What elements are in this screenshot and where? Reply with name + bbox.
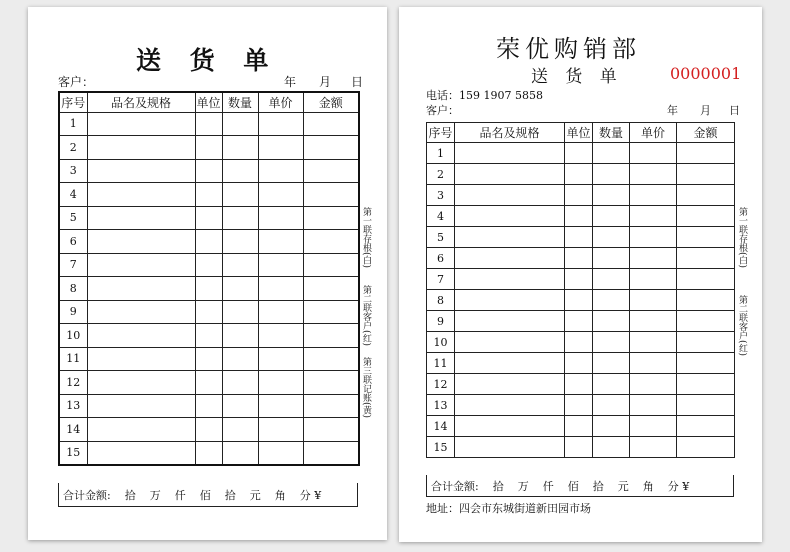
row-number: 7 — [59, 253, 87, 277]
right-col-price: 单价 — [630, 123, 677, 143]
table-cell — [195, 136, 222, 160]
left-col-qty: 数量 — [222, 92, 258, 112]
table-cell — [258, 347, 303, 371]
row-number: 6 — [427, 248, 455, 269]
table-cell — [565, 143, 593, 164]
left-total-unit: 元 — [249, 488, 261, 502]
table-cell — [258, 277, 303, 301]
table-row — [59, 324, 359, 348]
right-total-unit: 元 — [617, 479, 629, 493]
table-cell — [565, 248, 593, 269]
table-cell — [87, 206, 195, 230]
table-cell — [677, 164, 735, 185]
left-side-note: 第三联记账(黄) — [361, 357, 371, 419]
table-cell — [565, 374, 593, 395]
row-number: 13 — [427, 395, 455, 416]
left-col-price: 单价 — [258, 92, 303, 112]
table-row — [427, 269, 735, 290]
row-number: 8 — [59, 277, 87, 301]
right-receipt-sheet — [399, 7, 762, 542]
table-cell — [593, 374, 630, 395]
table-cell — [630, 269, 677, 290]
right-total-unit: 拾 — [592, 479, 604, 493]
table-cell — [565, 353, 593, 374]
table-cell — [258, 441, 303, 465]
table-cell — [258, 206, 303, 230]
table-cell — [222, 347, 258, 371]
left-col-name: 品名及规格 — [87, 92, 195, 112]
table-cell — [593, 332, 630, 353]
right-date-month: 月 — [700, 104, 711, 117]
table-cell — [258, 136, 303, 160]
table-cell — [222, 136, 258, 160]
table-cell — [677, 248, 735, 269]
right-col-name: 品名及规格 — [455, 123, 565, 143]
table-row — [427, 248, 735, 269]
table-cell — [87, 441, 195, 465]
right-col-unit: 单位 — [565, 123, 593, 143]
table-cell — [677, 185, 735, 206]
left-total-unit: 拾 — [224, 488, 236, 502]
left-side-note: 第一联存根(白) — [361, 207, 371, 269]
table-cell — [303, 112, 359, 136]
table-cell — [677, 143, 735, 164]
table-cell — [195, 324, 222, 348]
left-customer-label: 客户： — [58, 75, 95, 89]
table-cell — [303, 441, 359, 465]
table-cell — [565, 206, 593, 227]
table-cell — [630, 374, 677, 395]
table-cell — [630, 395, 677, 416]
row-number: 5 — [427, 227, 455, 248]
table-cell — [593, 143, 630, 164]
table-cell — [593, 311, 630, 332]
table-cell — [455, 290, 565, 311]
right-total-unit: 万 — [517, 479, 529, 493]
table-cell — [195, 206, 222, 230]
table-cell — [630, 332, 677, 353]
table-cell — [455, 332, 565, 353]
row-number: 4 — [59, 183, 87, 207]
table-cell — [87, 418, 195, 442]
table-cell — [222, 418, 258, 442]
table-cell — [87, 300, 195, 324]
right-total-unit: 佰 — [567, 479, 579, 493]
table-cell — [677, 416, 735, 437]
table-cell — [455, 395, 565, 416]
row-number: 5 — [59, 206, 87, 230]
right-customer-label: 客户： — [426, 104, 459, 117]
table-cell — [565, 311, 593, 332]
table-row — [59, 112, 359, 136]
table-cell — [593, 227, 630, 248]
table-cell — [87, 277, 195, 301]
table-cell — [222, 230, 258, 254]
table-cell — [195, 300, 222, 324]
table-cell — [222, 253, 258, 277]
left-col-unit: 单位 — [195, 92, 222, 112]
table-cell — [303, 136, 359, 160]
table-cell — [258, 324, 303, 348]
serial-number: 0000001 — [670, 64, 742, 83]
table-cell — [630, 143, 677, 164]
table-cell — [303, 253, 359, 277]
table-row — [59, 136, 359, 160]
table-cell — [222, 277, 258, 301]
table-row — [59, 253, 359, 277]
table-cell — [630, 353, 677, 374]
table-cell — [593, 269, 630, 290]
left-title: 送 货 单 — [136, 46, 279, 75]
left-table-header — [59, 92, 359, 112]
table-cell — [222, 112, 258, 136]
table-cell — [593, 206, 630, 227]
table-cell — [565, 332, 593, 353]
table-cell — [593, 248, 630, 269]
table-cell — [593, 437, 630, 458]
table-row — [59, 159, 359, 183]
table-cell — [455, 227, 565, 248]
right-date-day: 日 — [729, 104, 740, 117]
left-total-unit: 佰 — [199, 488, 211, 502]
table-cell — [222, 394, 258, 418]
table-cell — [455, 164, 565, 185]
right-col-qty: 数量 — [593, 123, 630, 143]
table-cell — [677, 227, 735, 248]
table-cell — [87, 371, 195, 395]
table-cell — [630, 248, 677, 269]
table-cell — [593, 164, 630, 185]
left-date-month: 月 — [319, 75, 332, 89]
table-cell — [630, 164, 677, 185]
table-cell — [303, 206, 359, 230]
row-number: 1 — [59, 112, 87, 136]
row-number: 9 — [59, 300, 87, 324]
left-col-amount: 金额 — [303, 92, 359, 112]
table-cell — [258, 371, 303, 395]
table-row — [59, 441, 359, 465]
table-row — [427, 353, 735, 374]
table-cell — [258, 230, 303, 254]
row-number: 2 — [427, 164, 455, 185]
table-cell — [565, 395, 593, 416]
table-cell — [222, 371, 258, 395]
table-cell — [677, 206, 735, 227]
table-cell — [677, 269, 735, 290]
row-number: 11 — [59, 347, 87, 371]
table-cell — [455, 311, 565, 332]
table-cell — [630, 227, 677, 248]
left-total-unit: 仟 — [174, 488, 186, 502]
table-row — [59, 371, 359, 395]
phone-text: 电话：159 1907 5858 — [426, 89, 543, 102]
table-row — [427, 395, 735, 416]
table-row — [427, 206, 735, 227]
table-cell — [258, 253, 303, 277]
left-total-unit: 万 — [149, 488, 161, 502]
left-receipt-sheet — [28, 7, 387, 540]
table-row — [59, 277, 359, 301]
table-cell — [195, 371, 222, 395]
left-side-note: 第二联客户(红) — [361, 285, 371, 347]
table-cell — [303, 418, 359, 442]
table-cell — [222, 159, 258, 183]
table-cell — [630, 206, 677, 227]
table-cell — [258, 418, 303, 442]
table-cell — [87, 159, 195, 183]
right-side-note: 第一联存根(白) — [737, 207, 747, 269]
table-cell — [87, 183, 195, 207]
table-cell — [258, 159, 303, 183]
right-total-row — [426, 475, 734, 497]
address-text: 地址：四会市东城街道新田园市场 — [426, 502, 591, 515]
row-number: 6 — [59, 230, 87, 254]
table-cell — [593, 185, 630, 206]
table-cell — [222, 324, 258, 348]
row-number: 11 — [427, 353, 455, 374]
table-cell — [303, 347, 359, 371]
table-row — [59, 300, 359, 324]
table-cell — [455, 416, 565, 437]
table-cell — [455, 248, 565, 269]
table-cell — [303, 324, 359, 348]
table-cell — [195, 183, 222, 207]
table-cell — [87, 112, 195, 136]
table-cell — [677, 290, 735, 311]
table-cell — [195, 112, 222, 136]
row-number: 7 — [427, 269, 455, 290]
row-number: 13 — [59, 394, 87, 418]
left-total-label: 合计金额: — [63, 488, 111, 502]
table-cell — [455, 374, 565, 395]
table-cell — [195, 277, 222, 301]
table-cell — [565, 416, 593, 437]
right-total-unit: 分 ¥ — [667, 479, 690, 493]
table-cell — [303, 183, 359, 207]
table-cell — [303, 300, 359, 324]
table-cell — [565, 185, 593, 206]
row-number: 12 — [427, 374, 455, 395]
table-row — [427, 416, 735, 437]
table-cell — [195, 347, 222, 371]
table-cell — [593, 416, 630, 437]
table-cell — [303, 159, 359, 183]
table-cell — [258, 112, 303, 136]
right-side-note: 第二联客户(红) — [737, 295, 747, 357]
table-row — [427, 290, 735, 311]
table-cell — [87, 324, 195, 348]
table-row — [59, 394, 359, 418]
row-number: 14 — [59, 418, 87, 442]
table-cell — [222, 300, 258, 324]
right-date-year: 年 — [667, 104, 678, 117]
table-cell — [258, 300, 303, 324]
table-cell — [222, 183, 258, 207]
table-row — [427, 311, 735, 332]
right-item-table — [426, 122, 735, 458]
right-total-unit: 角 — [642, 479, 654, 493]
table-cell — [195, 253, 222, 277]
table-cell — [630, 290, 677, 311]
left-total-row — [58, 483, 358, 507]
table-cell — [630, 311, 677, 332]
table-cell — [455, 437, 565, 458]
table-cell — [455, 353, 565, 374]
left-total-unit: 分 ¥ — [299, 488, 322, 502]
left-total-unit: 拾 — [124, 488, 136, 502]
row-number: 3 — [59, 159, 87, 183]
table-cell — [303, 230, 359, 254]
row-number: 10 — [59, 324, 87, 348]
table-row — [59, 418, 359, 442]
table-cell — [87, 230, 195, 254]
table-cell — [593, 290, 630, 311]
table-cell — [222, 441, 258, 465]
table-cell — [195, 230, 222, 254]
right-col-seq: 序号 — [427, 123, 455, 143]
right-table-header — [427, 123, 735, 143]
table-cell — [195, 441, 222, 465]
left-total-unit: 角 — [274, 488, 286, 502]
table-cell — [303, 394, 359, 418]
left-date-day: 日 — [351, 75, 364, 89]
table-cell — [303, 277, 359, 301]
row-number: 8 — [427, 290, 455, 311]
row-number: 4 — [427, 206, 455, 227]
table-cell — [258, 183, 303, 207]
table-row — [427, 227, 735, 248]
table-cell — [630, 437, 677, 458]
left-col-seq: 序号 — [59, 92, 87, 112]
row-number: 15 — [427, 437, 455, 458]
table-cell — [565, 269, 593, 290]
table-cell — [677, 437, 735, 458]
right-title: 送 货 单 — [531, 67, 623, 87]
left-item-table — [58, 91, 360, 466]
table-row — [59, 183, 359, 207]
table-cell — [87, 253, 195, 277]
table-cell — [195, 394, 222, 418]
table-row — [427, 332, 735, 353]
table-cell — [87, 136, 195, 160]
table-cell — [303, 371, 359, 395]
right-total-label: 合计金额: — [431, 479, 479, 493]
company-name: 荣优购销部 — [496, 35, 641, 63]
table-cell — [630, 185, 677, 206]
table-cell — [593, 353, 630, 374]
table-cell — [565, 227, 593, 248]
table-cell — [677, 353, 735, 374]
right-total-unit: 拾 — [492, 479, 504, 493]
row-number: 12 — [59, 371, 87, 395]
table-cell — [258, 394, 303, 418]
right-total-unit: 仟 — [542, 479, 554, 493]
table-cell — [195, 418, 222, 442]
left-date-year: 年 — [284, 75, 297, 89]
table-cell — [630, 416, 677, 437]
table-row — [427, 143, 735, 164]
table-cell — [87, 347, 195, 371]
table-cell — [455, 185, 565, 206]
table-row — [427, 437, 735, 458]
row-number: 3 — [427, 185, 455, 206]
table-cell — [222, 206, 258, 230]
table-cell — [455, 143, 565, 164]
row-number: 1 — [427, 143, 455, 164]
row-number: 15 — [59, 441, 87, 465]
table-cell — [455, 269, 565, 290]
table-row — [59, 206, 359, 230]
right-col-amount: 金额 — [677, 123, 735, 143]
row-number: 14 — [427, 416, 455, 437]
row-number: 2 — [59, 136, 87, 160]
table-cell — [677, 311, 735, 332]
table-cell — [677, 332, 735, 353]
table-cell — [455, 206, 565, 227]
table-cell — [565, 437, 593, 458]
table-cell — [677, 374, 735, 395]
table-row — [59, 347, 359, 371]
table-row — [427, 185, 735, 206]
table-cell — [87, 394, 195, 418]
table-cell — [195, 159, 222, 183]
table-row — [427, 164, 735, 185]
table-row — [59, 230, 359, 254]
table-cell — [593, 395, 630, 416]
table-cell — [565, 164, 593, 185]
table-row — [427, 374, 735, 395]
row-number: 9 — [427, 311, 455, 332]
table-cell — [565, 290, 593, 311]
table-cell — [677, 395, 735, 416]
row-number: 10 — [427, 332, 455, 353]
